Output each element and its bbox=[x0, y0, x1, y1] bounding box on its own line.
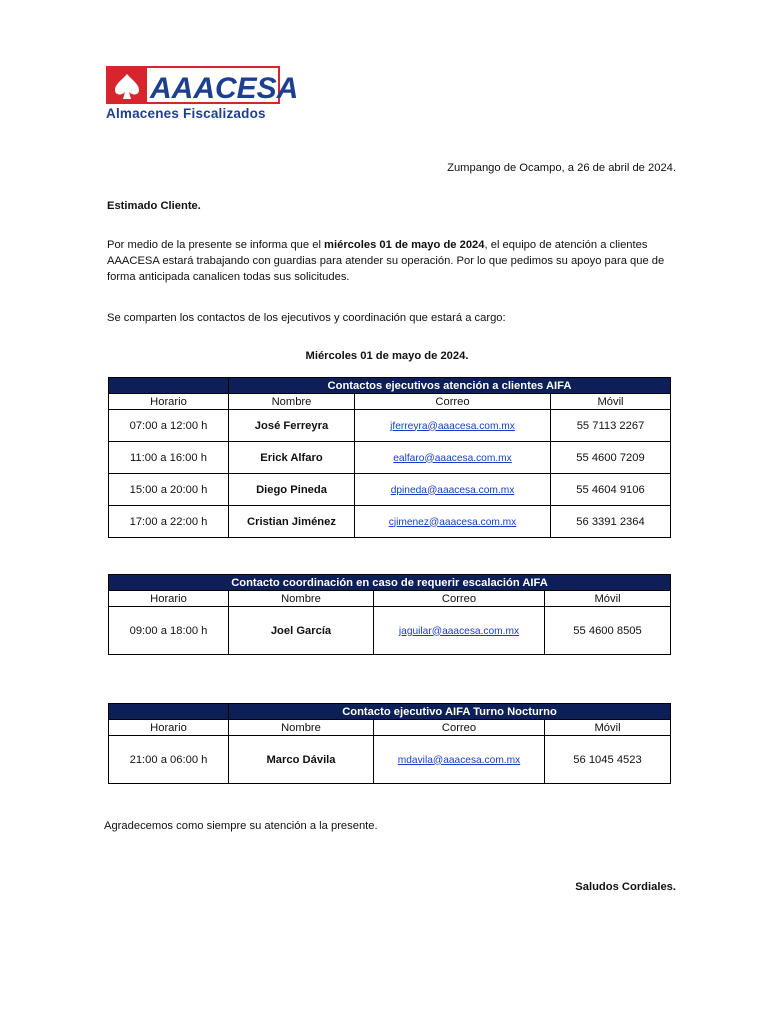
greeting: Estimado Cliente. bbox=[107, 200, 201, 212]
col-mobile: Móvil bbox=[545, 720, 671, 736]
email-link[interactable]: dpineda@aaacesa.com.mx bbox=[390, 484, 515, 496]
header-spacer bbox=[109, 704, 229, 720]
table-title: Contactos ejecutivos atención a clientes AIFA bbox=[229, 378, 671, 394]
table-title: Contacto ejecutivo AIFA Turno Nocturno bbox=[229, 704, 671, 720]
name-cell: Marco Dávila bbox=[229, 736, 374, 784]
col-name: Nombre bbox=[229, 394, 355, 410]
date-line: Zumpango de Ocampo, a 26 de abril de 2024. bbox=[447, 162, 676, 174]
col-mobile: Móvil bbox=[551, 394, 671, 410]
intro-paragraph bbox=[107, 237, 687, 285]
shared-contacts-text: Se comparten los contactos de los ejecutivos y coordinación que estará a cargo: bbox=[107, 312, 506, 324]
col-schedule: Horario bbox=[109, 591, 229, 607]
night-shift-table bbox=[108, 703, 671, 784]
table-row bbox=[109, 442, 671, 474]
brand-tagline: Almacenes Fiscalizados bbox=[106, 106, 266, 121]
table-row bbox=[109, 736, 671, 784]
intro-part-2: , el equipo de atención a clientes AAACESA estará trabajando con guardias para atender su operación. Por lo que pedimos su apoyo para que de forma anticipada canalicen todas sus solicitudes. bbox=[107, 239, 665, 283]
schedule-cell: 21:00 a 06:00 h bbox=[109, 736, 229, 784]
email-link[interactable]: jferreyra@aaacesa.com.mx bbox=[390, 420, 515, 432]
name-cell: Joel García bbox=[229, 607, 374, 655]
table-title: Contacto coordinación en caso de requerir escalación AIFA bbox=[109, 575, 671, 591]
email-link[interactable]: ealfaro@aaacesa.com.mx bbox=[393, 452, 512, 464]
col-name: Nombre bbox=[229, 720, 374, 736]
col-name: Nombre bbox=[229, 591, 374, 607]
table-row bbox=[109, 410, 671, 442]
name-cell: José Ferreyra bbox=[229, 410, 355, 442]
name-cell: Cristian Jiménez bbox=[229, 506, 355, 538]
mobile-cell: 55 7113 2267 bbox=[551, 410, 671, 442]
intro-part-1: Por medio de la presente se informa que el bbox=[107, 239, 325, 251]
schedule-cell: 11:00 a 16:00 h bbox=[109, 442, 229, 474]
col-email: Correo bbox=[374, 720, 545, 736]
mobile-cell: 55 4600 7209 bbox=[551, 442, 671, 474]
col-email: Correo bbox=[374, 591, 545, 607]
name-cell: Erick Alfaro bbox=[229, 442, 355, 474]
brand-name-text: AAACESA bbox=[150, 72, 299, 105]
table-row bbox=[109, 474, 671, 506]
col-schedule: Horario bbox=[109, 394, 229, 410]
day-title: Miércoles 01 de mayo de 2024. bbox=[305, 350, 469, 362]
col-schedule: Horario bbox=[109, 720, 229, 736]
schedule-cell: 17:00 a 22:00 h bbox=[109, 506, 229, 538]
executives-table bbox=[108, 377, 671, 538]
header-spacer bbox=[109, 378, 229, 394]
table-row bbox=[109, 506, 671, 538]
mobile-cell: 55 4600 8505 bbox=[545, 607, 671, 655]
email-link[interactable]: mdavila@aaacesa.com.mx bbox=[397, 754, 521, 766]
intro-date-bold: miércoles 01 de mayo de 2024 bbox=[324, 239, 485, 251]
email-link[interactable]: jaguilar@aaacesa.com.mx bbox=[398, 625, 520, 637]
email-link[interactable]: cjimenez@aaacesa.com.mx bbox=[388, 516, 517, 528]
col-email: Correo bbox=[355, 394, 551, 410]
mobile-cell: 55 4604 9106 bbox=[551, 474, 671, 506]
mobile-cell: 56 3391 2364 bbox=[551, 506, 671, 538]
schedule-cell: 07:00 a 12:00 h bbox=[109, 410, 229, 442]
mobile-cell: 56 1045 4523 bbox=[545, 736, 671, 784]
col-mobile: Móvil bbox=[545, 591, 671, 607]
thanks-text: Agradecemos como siempre su atención a la presente. bbox=[104, 820, 378, 832]
table-row bbox=[109, 607, 671, 655]
schedule-cell: 15:00 a 20:00 h bbox=[109, 474, 229, 506]
closing-text: Saludos Cordiales. bbox=[575, 881, 676, 893]
schedule-cell: 09:00 a 18:00 h bbox=[109, 607, 229, 655]
name-cell: Diego Pineda bbox=[229, 474, 355, 506]
coordination-table bbox=[108, 574, 671, 655]
